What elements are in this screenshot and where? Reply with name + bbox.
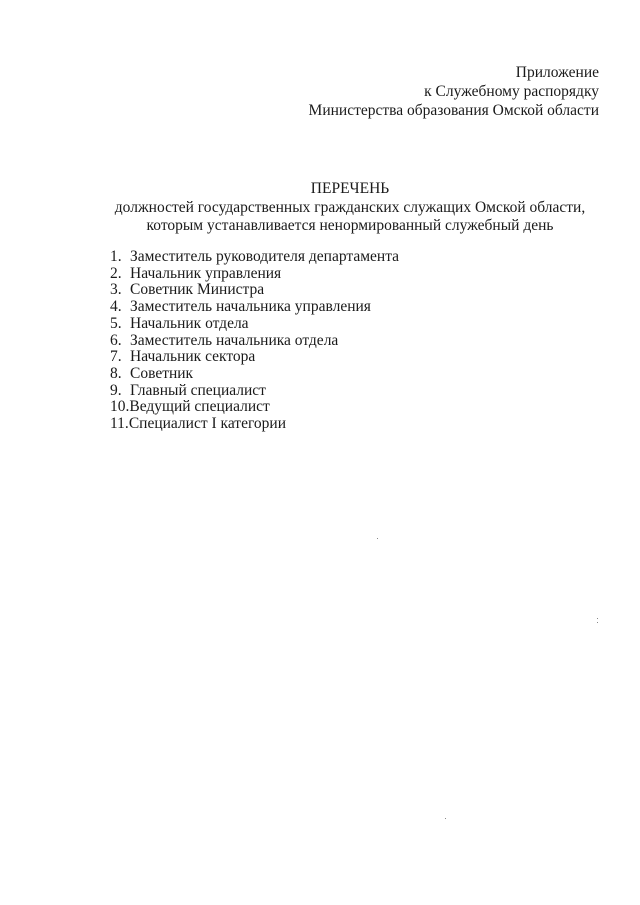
list-item-label: Заместитель руководителя департамента xyxy=(130,248,400,265)
list-item xyxy=(110,383,399,400)
list-item xyxy=(110,416,399,433)
list-item xyxy=(110,366,399,383)
list-item-label: Главный специалист xyxy=(130,381,266,399)
list-item xyxy=(110,299,399,316)
list-item-number: 9. xyxy=(110,381,122,399)
document-subtitle-line-2: которым устанавливается ненормированный служебный день xyxy=(146,217,554,234)
list-item-number: 8. xyxy=(110,364,122,382)
list-item-number: 6. xyxy=(110,331,122,349)
list-item-number: 5. xyxy=(110,314,122,332)
list-item-number: 10. xyxy=(110,398,130,416)
list-item-label: Начальник отдела xyxy=(130,314,249,332)
list-item-number: 2. xyxy=(110,264,122,282)
scan-speck xyxy=(597,618,598,619)
list-item xyxy=(110,349,399,366)
appendix-line-3: Министерства образования Омской области xyxy=(308,102,599,119)
scan-speck xyxy=(445,818,446,819)
list-item-label: Ведущий специалист xyxy=(129,398,270,416)
list-item xyxy=(110,316,399,333)
list-item xyxy=(110,249,399,266)
list-item xyxy=(110,266,399,283)
list-item xyxy=(110,399,399,416)
list-item-label: Заместитель начальника управления xyxy=(130,298,371,316)
list-item-number: 11. xyxy=(110,415,129,433)
list-item xyxy=(110,282,399,299)
scan-speck xyxy=(377,538,378,539)
list-item-number: 3. xyxy=(110,281,122,299)
list-item-label: Заместитель начальника отдела xyxy=(130,331,339,349)
list-item-label: Специалист I категории xyxy=(128,415,287,433)
appendix-note xyxy=(309,63,599,120)
appendix-line-2: к Служебному распорядку xyxy=(424,83,599,100)
document-heading xyxy=(0,180,640,236)
list-item xyxy=(110,333,399,350)
list-item-number: 7. xyxy=(110,348,122,366)
list-item-label: Начальник сектора xyxy=(130,348,256,366)
document-subtitle-line-1: должностей государственных гражданских служащих Омской области, xyxy=(114,198,586,216)
list-item-label: Советник xyxy=(130,364,194,382)
positions-list xyxy=(110,249,399,433)
document-title: ПЕРЕЧЕНЬ xyxy=(310,180,390,197)
appendix-line-1: Приложение xyxy=(515,64,599,81)
list-item-number: 4. xyxy=(110,298,122,316)
list-item-label: Советник Министра xyxy=(130,281,265,299)
list-item-label: Начальник управления xyxy=(130,264,282,282)
scan-speck xyxy=(597,622,598,623)
list-item-number: 1. xyxy=(110,248,122,265)
